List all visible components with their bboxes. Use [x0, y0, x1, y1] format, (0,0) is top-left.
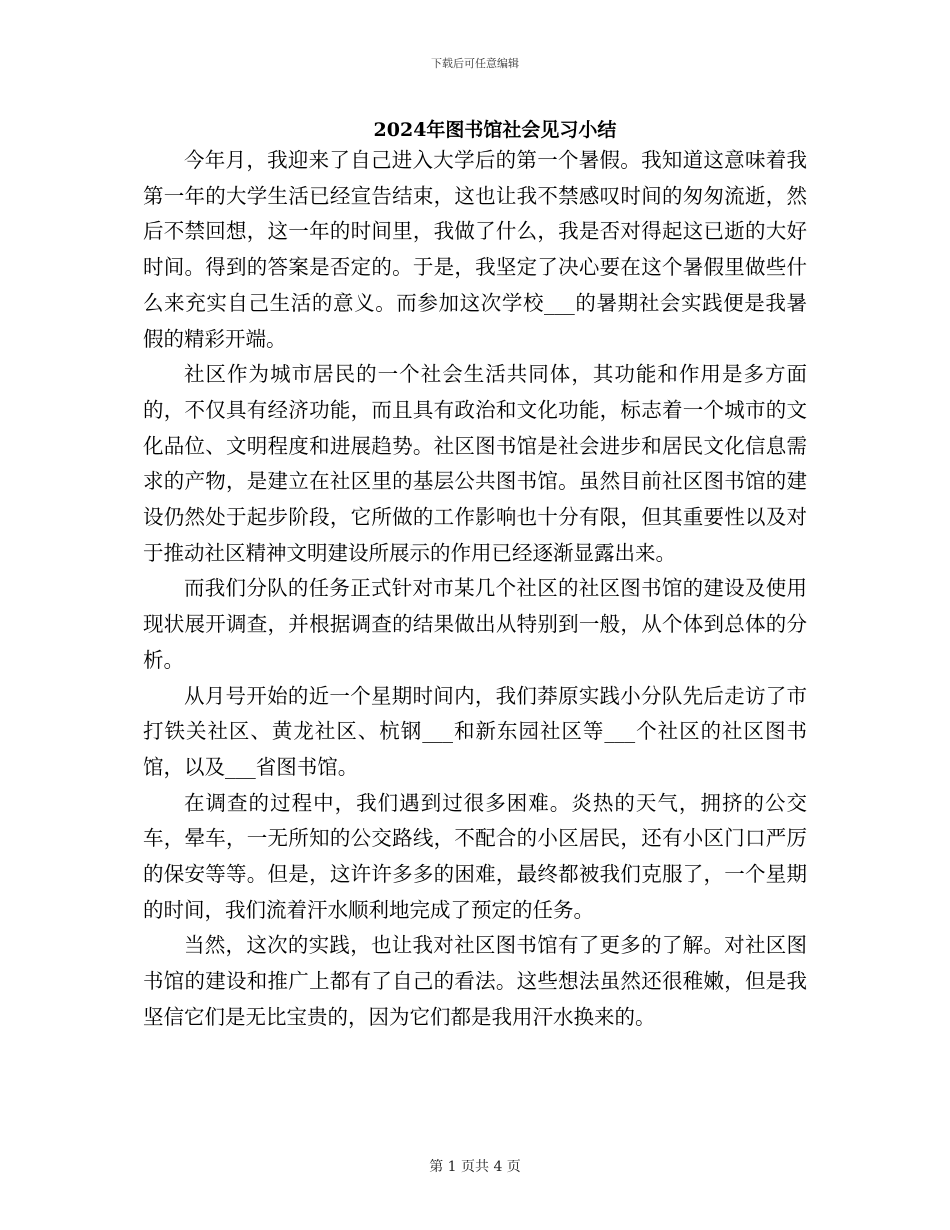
paragraph-3: 而我们分队的任务正式针对市某几个社区的社区图书馆的建设及使用现状展开调查，并根据调查的结果做出从特别到一般，从个体到总体的分析。: [143, 576, 807, 672]
paragraph-1: 今年月，我迎来了自己进入大学后的第一个暑假。我知道这意味着我第一年的大学生活已经宣告结束，这也让我不禁感叹时间的匆匆流逝，然后不禁回想，这一年的时间里，我做了什么，我是否对得起这已逝的大好时间。得到的答案是否定的。于是，我坚定了决心要在这个暑假里做些什么来充实自己生活的意义。而参加这次学校___的暑期社会实践便是我暑假的精彩开端。: [143, 148, 807, 351]
page-footer: 第 1 页共 4 页: [429, 1159, 521, 1175]
paragraph-5: 在调查的过程中，我们遇到过很多困难。炎热的天气，拥挤的公交车，晕车，一无所知的公交路线，不配合的小区居民，还有小区门口严厉的保安等等。但是，这许许多多的困难，最终都被我们克服了，一个星期的时间，我们流着汗水顺利地完成了预定的任务。: [143, 790, 807, 922]
document-title: 2024年图书馆社会见习小结: [373, 119, 617, 141]
paragraph-2: 社区作为城市居民的一个社会生活共同体，其功能和作用是多方面的，不仅具有经济功能，而且具有政治和文化功能，标志着一个城市的文化品位、文明程度和进展趋势。社区图书馆是社会进步和居民文化信息需求的产物，是建立在社区里的基层公共图书馆。虽然目前社区图书馆的建设仍然处于起步阶段，它所做的工作影响也十分有限，但其重要性以及对于推动社区精神文明建设所展示的作用已经逐渐显露出来。: [143, 362, 807, 565]
paragraph-4: 从月号开始的近一个星期时间内，我们莽原实践小分队先后走访了市打铁关社区、黄龙社区、杭钢___和新东园社区等___个社区的社区图书馆，以及___省图书馆。: [143, 683, 807, 779]
document-body: [143, 143, 807, 1036]
header-note: 下载后可任意编辑: [431, 57, 519, 70]
paragraph-6: 当然，这次的实践，也让我对社区图书馆有了更多的了解。对社区图书馆的建设和推广上都有了自己的看法。这些想法虽然还很稚嫩，但是我坚信它们是无比宝贵的，因为它们都是我用汗水换来的。: [143, 933, 807, 1029]
